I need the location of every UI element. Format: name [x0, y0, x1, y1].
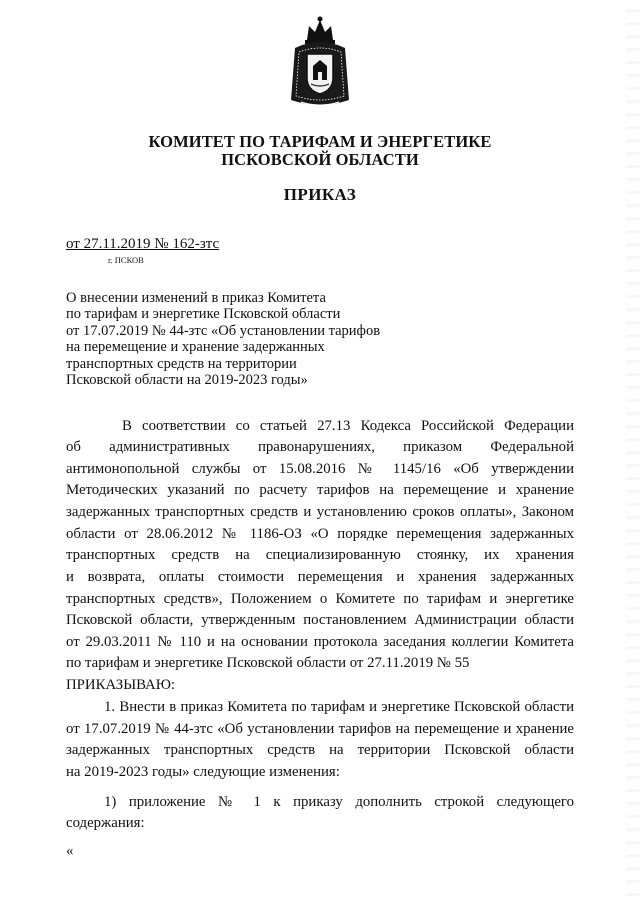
body-text-line: и возврата, оплаты стоимости перемещения и хранения задержанных — [66, 569, 574, 585]
body-text-line: об административных правонарушениях, приказом Федеральной — [66, 439, 574, 455]
subitem-text-line: 1) приложение № 1 к приказу дополнить строкой следующего — [104, 794, 574, 810]
body-text-line: по тарифам и энергетике Псковской области от 27.11.2019 № 55 — [66, 655, 470, 671]
document-date-number: от 27.11.2019 № 162-зтс — [66, 236, 220, 252]
order-word: ПРИКАЗЫВАЮ: — [66, 677, 176, 693]
body-text-line: Методических указаний по расчету тарифов на перемещение и хранение — [66, 482, 574, 498]
item-text-line: задержанных транспортных средств на территории Псковской области — [66, 742, 574, 758]
body-text-line: транспортных средств», Положением о Комитете по тарифам и энергетике — [66, 591, 574, 607]
body-text-line: задержанных транспортных средств и установлению сроков оплаты», Законом — [66, 504, 574, 520]
subject-line: на перемещение и хранение задержанных — [66, 339, 325, 355]
organization-name-line2: ПСКОВСКОЙ ОБЛАСТИ — [221, 150, 419, 169]
body-text-line: антимонопольной службы от 15.08.2016 № 1145/16 «Об утверждении — [66, 461, 574, 477]
subject-line: транспортных средств на территории — [66, 356, 297, 372]
body-text-line: области от 28.06.2012 № 1186-ОЗ «О порядке перемещения задержанных — [66, 526, 574, 542]
quote-mark: « — [66, 843, 74, 859]
coat-of-arms-emblem — [287, 14, 353, 110]
document-type-title: ПРИКАЗ — [283, 185, 357, 204]
body-text-line: транспортных средств на специализированную стоянку, их хранения — [66, 547, 574, 563]
body-text-line: В соответствии со статьей 27.13 Кодекса Российской Федерации — [122, 418, 574, 434]
item-text-line: 1. Внести в приказ Комитета по тарифам и энергетике Псковской области — [104, 699, 574, 715]
body-text-line: от 29.03.2011 № 110 и на основании протокола заседания коллегии Комитета — [66, 634, 574, 650]
document-city: г. ПСКОВ — [108, 255, 144, 265]
subitem-text-line: содержания: — [66, 815, 145, 831]
body-text-line: Псковской области, утвержденным постановлением Администрации области — [66, 612, 574, 628]
subject-line: по тарифам и энергетике Псковской области — [66, 306, 341, 322]
subject-line: Псковской области на 2019-2023 годы» — [66, 372, 308, 388]
subject-line: О внесении изменений в приказ Комитета — [66, 290, 326, 306]
item-text-line: от 17.07.2019 № 44-зтс «Об установлении тарифов на перемещение и хранение — [66, 721, 574, 737]
item-text-line: на 2019-2023 годы» следующие изменения: — [66, 764, 340, 780]
organization-name-line1: КОМИТЕТ ПО ТАРИФАМ И ЭНЕРГЕТИКЕ — [148, 132, 492, 151]
subject-line: от 17.07.2019 № 44-зтс «Об установлении тарифов — [66, 323, 381, 339]
